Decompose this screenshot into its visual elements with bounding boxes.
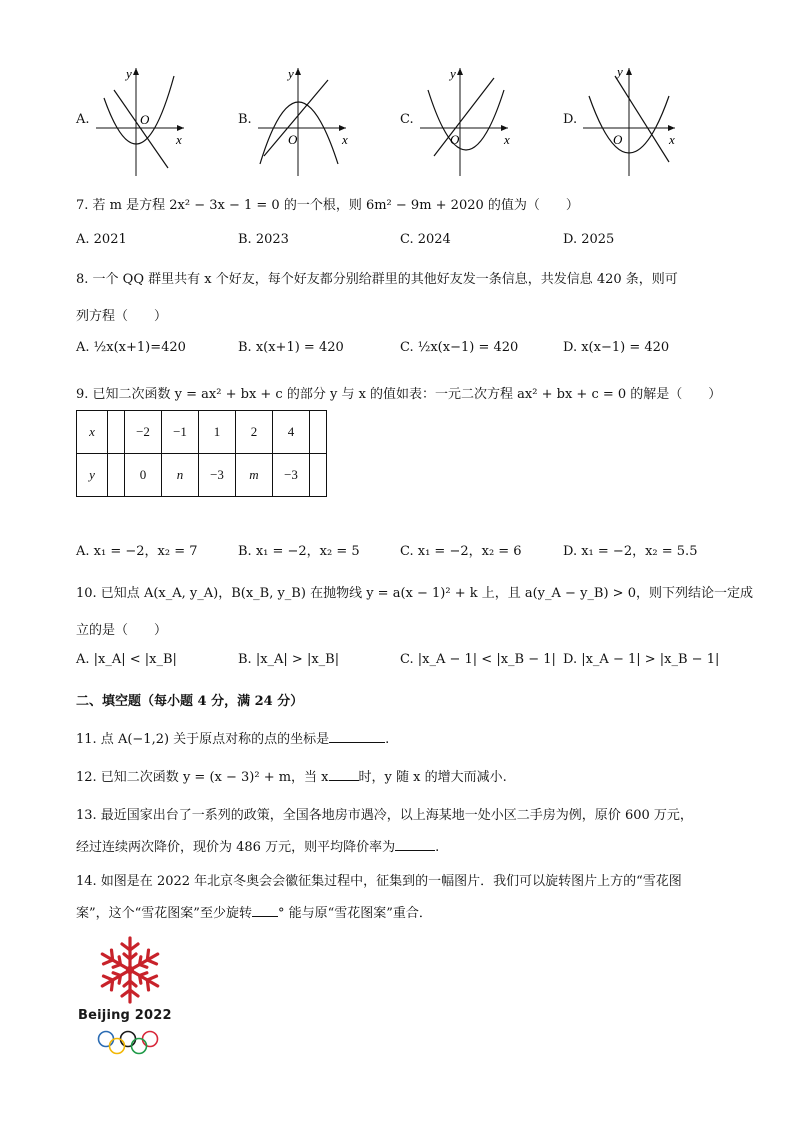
question-11 — [76, 728, 389, 747]
graph-b-y-label: y — [288, 66, 294, 81]
table-cell: 1 — [199, 411, 236, 454]
table-cell: m — [236, 454, 273, 497]
question-12-rest: 时，y 随 x 的增大而减小. — [358, 770, 507, 785]
table-cell: y — [77, 454, 108, 497]
graph-a — [92, 60, 192, 180]
question-7-text: 7. 若 m 是方程 2x² − 3x − 1 = 0 的一个根，则 6m² − 9m + 2020 的值为（ ） — [76, 198, 579, 213]
graph-b-origin: O — [288, 132, 298, 147]
table-cell: −2 — [125, 411, 162, 454]
olympic-rings-icon — [96, 1030, 160, 1056]
table-cell: 4 — [273, 411, 310, 454]
answer-blank — [395, 838, 435, 851]
table-cell — [310, 454, 327, 497]
question-10-option-d: D. |x_A − 1| > |x_B − 1| — [563, 652, 720, 667]
graph-d-origin: O — [613, 132, 623, 147]
question-12 — [76, 766, 507, 785]
question-8-option-d: D. x(x−1) = 420 — [563, 340, 670, 355]
table-cell: −3 — [273, 454, 310, 497]
question-8-option-c: C. ½x(x−1) = 420 — [400, 340, 519, 355]
table-cell — [108, 454, 125, 497]
answer-blank — [329, 730, 385, 743]
graph-a-y-label: y — [126, 66, 132, 81]
graph-d-y-label: y — [617, 64, 623, 79]
graph-b-x-label: x — [342, 132, 348, 147]
question-14-line-1: 14. 如图是在 2022 年北京冬奥会会徽征集过程中，征集到的一幅图片．我们可以旋转图片上方的“雪花图 — [76, 874, 682, 889]
question-13-line-1: 13. 最近国家出台了一系列的政策，全国各地房市遇冷，以上海某地一处小区二手房为例，原价 600 万元， — [76, 808, 693, 823]
question-14-text: 案”，这个“雪花图案”至少旋转 — [76, 906, 252, 921]
question-7-option-a: A. 2021 — [76, 232, 127, 247]
graph-a-x-label: x — [176, 132, 182, 147]
section-2-heading: 二、填空题（每小题 4 分，满 24 分） — [76, 694, 304, 709]
graph-b-letter: B. — [238, 112, 252, 127]
question-9-option-d: D. x₁ = −2，x₂ = 5.5 — [563, 544, 698, 559]
question-10-line-1: 10. 已知点 A(x_A, y_A)，B(x_B, y_B) 在抛物线 y = a(x − 1)² + k 上，且 a(y_A − y_B) > 0，则下列结论一定成 — [76, 586, 753, 601]
question-9-option-c: C. x₁ = −2，x₂ = 6 — [400, 544, 522, 559]
graph-c — [416, 60, 516, 180]
table-cell: n — [162, 454, 199, 497]
question-12-text: 12. 已知二次函数 y = (x − 3)² + m，当 x — [76, 770, 329, 785]
question-9-option-a: A. x₁ = −2，x₂ = 7 — [76, 544, 198, 559]
graph-d-letter: D. — [563, 112, 578, 127]
question-10-option-a: A. |x_A| < |x_B| — [76, 652, 177, 667]
graph-c-origin: O — [450, 132, 460, 147]
table-cell: −1 — [162, 411, 199, 454]
table-cell: 2 — [236, 411, 273, 454]
answer-blank — [252, 904, 278, 917]
question-14-line-2 — [76, 902, 432, 921]
question-7-option-c: C. 2024 — [400, 232, 451, 247]
question-9-text: 9. 已知二次函数 y = ax² + bx + c 的部分 y 与 x 的值如表：一元二次方程 ax² + bx + c = 0 的解是（ ） — [76, 387, 722, 402]
graph-c-y-label: y — [450, 66, 456, 81]
value-table — [76, 410, 327, 497]
question-10-option-b: B. |x_A| > |x_B| — [238, 652, 340, 667]
table-cell: −3 — [199, 454, 236, 497]
question-8-option-a: A. ½x(x+1)=420 — [76, 340, 186, 355]
question-11-text: 11. 点 A(−1,2) 关于原点对称的点的坐标是 — [76, 732, 330, 747]
question-8-line-1: 8. 一个 QQ 群里共有 x 个好友，每个好友都分别给群里的其他好友发一条信息，共发信息 420 条，则可 — [76, 272, 678, 287]
graph-a-origin: O — [140, 112, 150, 127]
table-row-y — [77, 454, 327, 497]
graph-c-x-label: x — [504, 132, 510, 147]
graph-a-letter: A. — [76, 112, 90, 127]
question-7-option-d: D. 2025 — [563, 232, 615, 247]
snowflake-icon — [88, 934, 172, 1006]
graph-c-letter: C. — [400, 112, 414, 127]
graph-d-x-label: x — [669, 132, 675, 147]
question-13-text: 经过连续两次降价，现价为 486 万元，则平均降价率为 — [76, 840, 396, 855]
table-cell: 0 — [125, 454, 162, 497]
question-9-option-b: B. x₁ = −2，x₂ = 5 — [238, 544, 360, 559]
question-11-end: . — [385, 732, 390, 747]
table-cell — [108, 411, 125, 454]
question-13-end: . — [435, 840, 440, 855]
answer-blank — [329, 768, 359, 781]
table-row-x — [77, 411, 327, 454]
graph-d — [579, 60, 679, 180]
table-cell: x — [77, 411, 108, 454]
question-10-option-c: C. |x_A − 1| < |x_B − 1| — [400, 652, 556, 667]
emblem-text: Beijing 2022 — [78, 1008, 172, 1023]
beijing-2022-emblem — [76, 934, 186, 1059]
question-14-end: ° 能与原“雪花图案”重合． — [277, 906, 432, 921]
question-13-line-2 — [76, 836, 439, 855]
graph-options-row — [0, 60, 794, 180]
table-cell — [310, 411, 327, 454]
question-10-line-2: 立的是（ ） — [76, 623, 168, 638]
graph-b — [254, 60, 354, 180]
question-7-option-b: B. 2023 — [238, 232, 289, 247]
question-8-line-2: 列方程（ ） — [76, 309, 168, 324]
question-8-option-b: B. x(x+1) = 420 — [238, 340, 344, 355]
